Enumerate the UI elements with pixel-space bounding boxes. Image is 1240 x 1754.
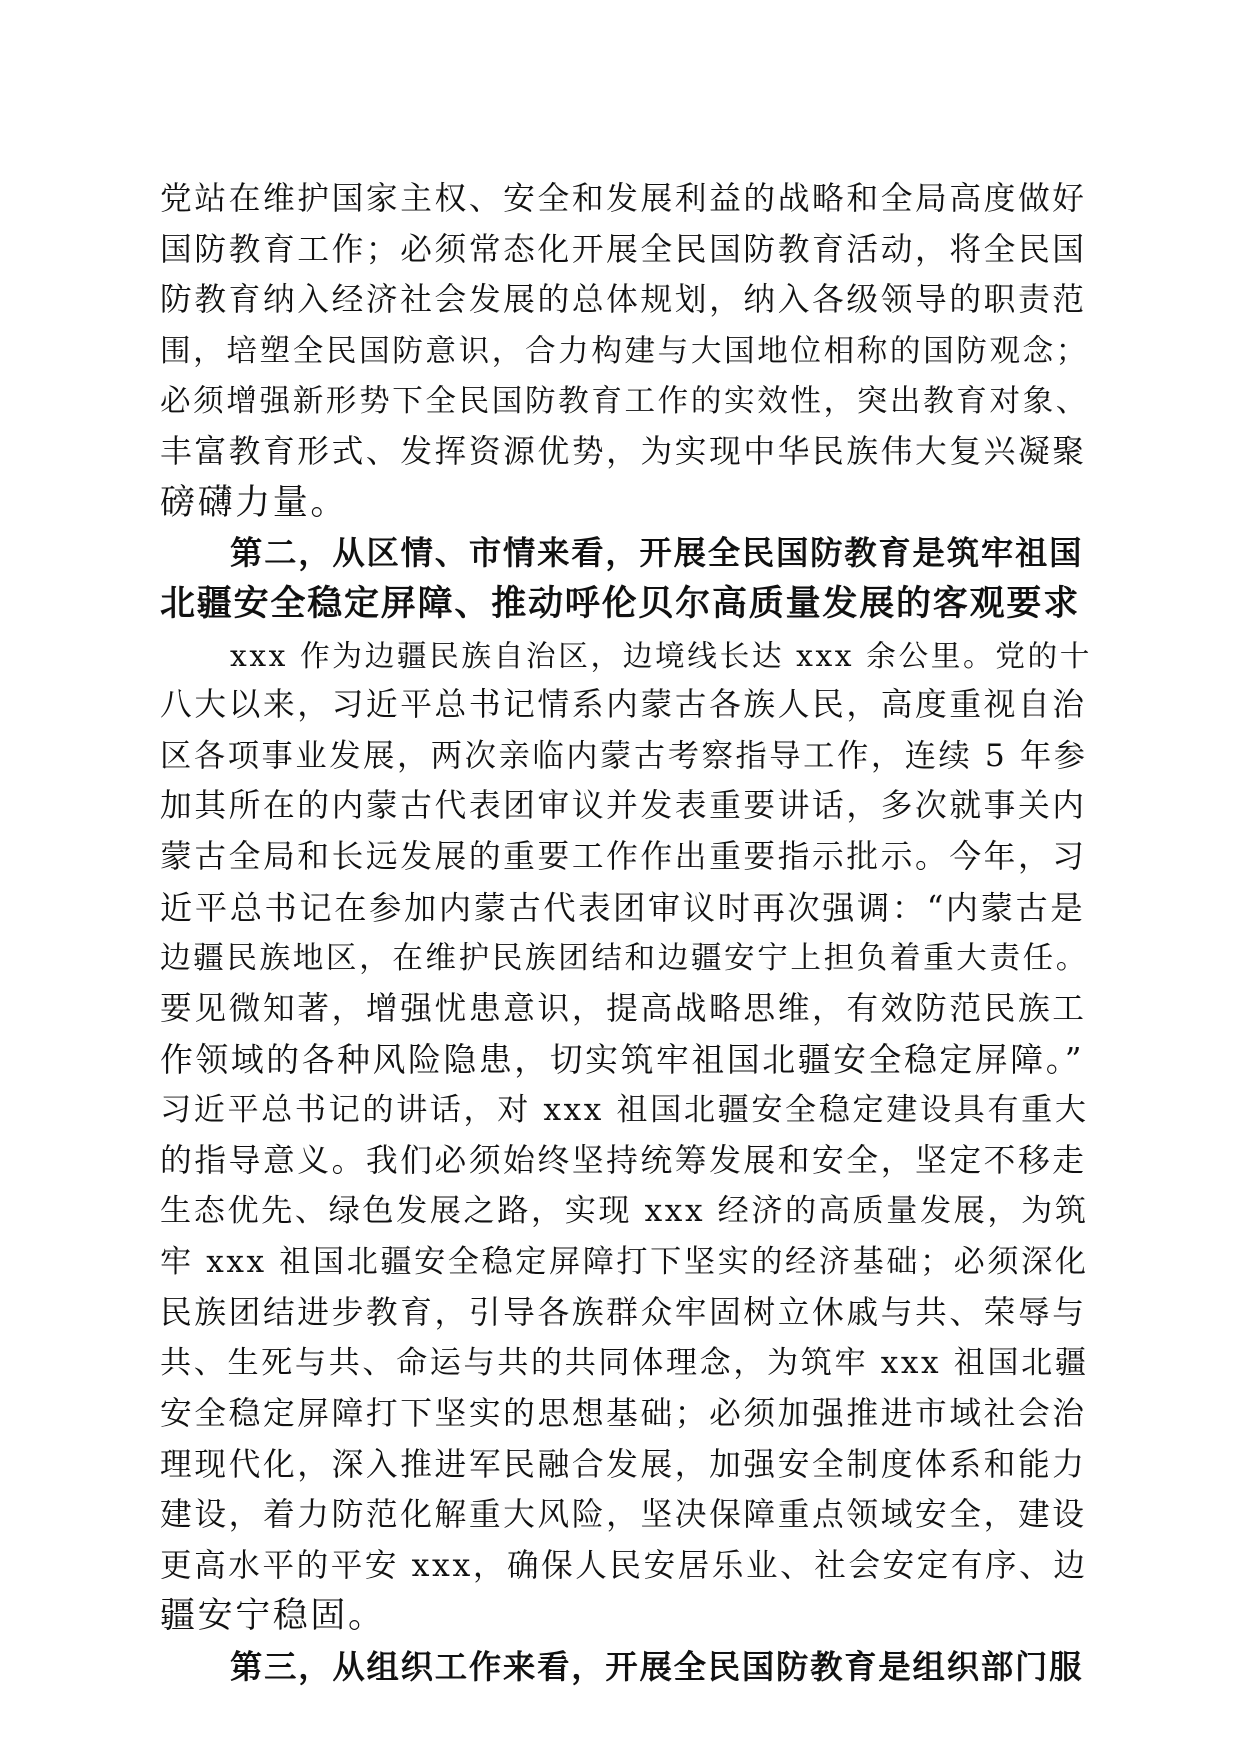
paragraph-line: 共、生死与共、命运与共的共同体理念，为筑牢 xxx 祖国北疆 — [160, 1345, 1089, 1381]
paragraph-line: 要见微知著，增强忧患意识，提高战略思维，有效防范民族工 — [160, 991, 1087, 1027]
paragraph-line: 党站在维护国家主权、安全和发展利益的战略和全局高度做好 — [160, 181, 1087, 217]
paragraph-line: 民族团结进步教育，引导各族群众牢固树立休戚与共、荣辱与 — [160, 1295, 1087, 1331]
section-heading-2: 北疆安全稳定屏障、推动呼伦贝尔高质量发展的客观要求 — [160, 584, 1081, 624]
paragraph-line: 防教育纳入经济社会发展的总体规划，纳入各级领导的职责范 — [160, 282, 1087, 318]
paragraph-line: 国防教育工作；必须常态化开展全民国防教育活动，将全民国 — [160, 232, 1087, 268]
section-heading-2: 第二，从区情、市情来看，开展全民国防教育是筑牢祖国 — [230, 534, 1084, 572]
paragraph-line: 围，培塑全民国防意识，合力构建与大国地位相称的国防观念； — [160, 334, 1089, 369]
paragraph-line: 习近平总书记的讲话，对 xxx 祖国北疆安全稳定建设具有重大 — [160, 1092, 1089, 1128]
paragraph-line: 牢 xxx 祖国北疆安全稳定屏障打下坚实的经济基础；必须深化 — [160, 1244, 1089, 1280]
paragraph-line: 区各项事业发展，两次亲临内蒙古考察指导工作，连续 5 年参 — [160, 738, 1088, 774]
paragraph-line: 八大以来，习近平总书记情系内蒙古各族人民，高度重视自治 — [160, 687, 1087, 723]
paragraph-line: 理现代化，深入推进军民融合发展，加强安全制度体系和能力 — [160, 1447, 1087, 1483]
paragraph-line: 安全稳定屏障打下坚实的思想基础；必须加强推进市域社会治 — [160, 1396, 1087, 1432]
paragraph-line: 近平总书记在参加内蒙古代表团审议时再次强调：“内蒙古是 — [160, 889, 1086, 927]
paragraph-line: 加其所在的内蒙古代表团审议并发表重要讲话，多次就事关内 — [160, 788, 1087, 824]
section-heading-3: 第三，从组织工作来看，开展全民国防教育是组织部门服 — [230, 1648, 1084, 1686]
paragraph-line: 疆安宁稳固。 — [160, 1596, 386, 1636]
paragraph-line: 必须增强新形势下全民国防教育工作的实效性，突出教育对象、 — [160, 384, 1089, 419]
paragraph-line: 丰富教育形式、发挥资源优势，为实现中华民族伟大复兴凝聚 — [160, 434, 1087, 470]
paragraph-line: xxx 作为边疆民族自治区，边境线长达 xxx 余公里。党的十 — [230, 638, 1093, 673]
paragraph-line: 作领域的各种风险隐患，切实筑牢祖国北疆安全稳定屏障。” — [160, 1041, 1085, 1079]
paragraph-line: 更高水平的平安 xxx，确保人民安居乐业、社会安定有序、边 — [160, 1548, 1088, 1584]
paragraph-line: 的指导意义。我们必须始终坚持统筹发展和安全，坚定不移走 — [160, 1143, 1087, 1179]
paragraph-line: 建设，着力防范化解重大风险，坚决保障重点领域安全，建设 — [160, 1497, 1087, 1533]
paragraph-line: 蒙古全局和长远发展的重要工作作出重要指示批示。今年，习 — [160, 839, 1087, 875]
paragraph-line: 磅礴力量。 — [160, 483, 349, 523]
paragraph-line: 生态优先、绿色发展之路，实现 xxx 经济的高质量发展，为筑 — [160, 1193, 1089, 1229]
paragraph-line: 边疆民族地区，在维护民族团结和边疆安宁上担负着重大责任。 — [160, 941, 1089, 976]
